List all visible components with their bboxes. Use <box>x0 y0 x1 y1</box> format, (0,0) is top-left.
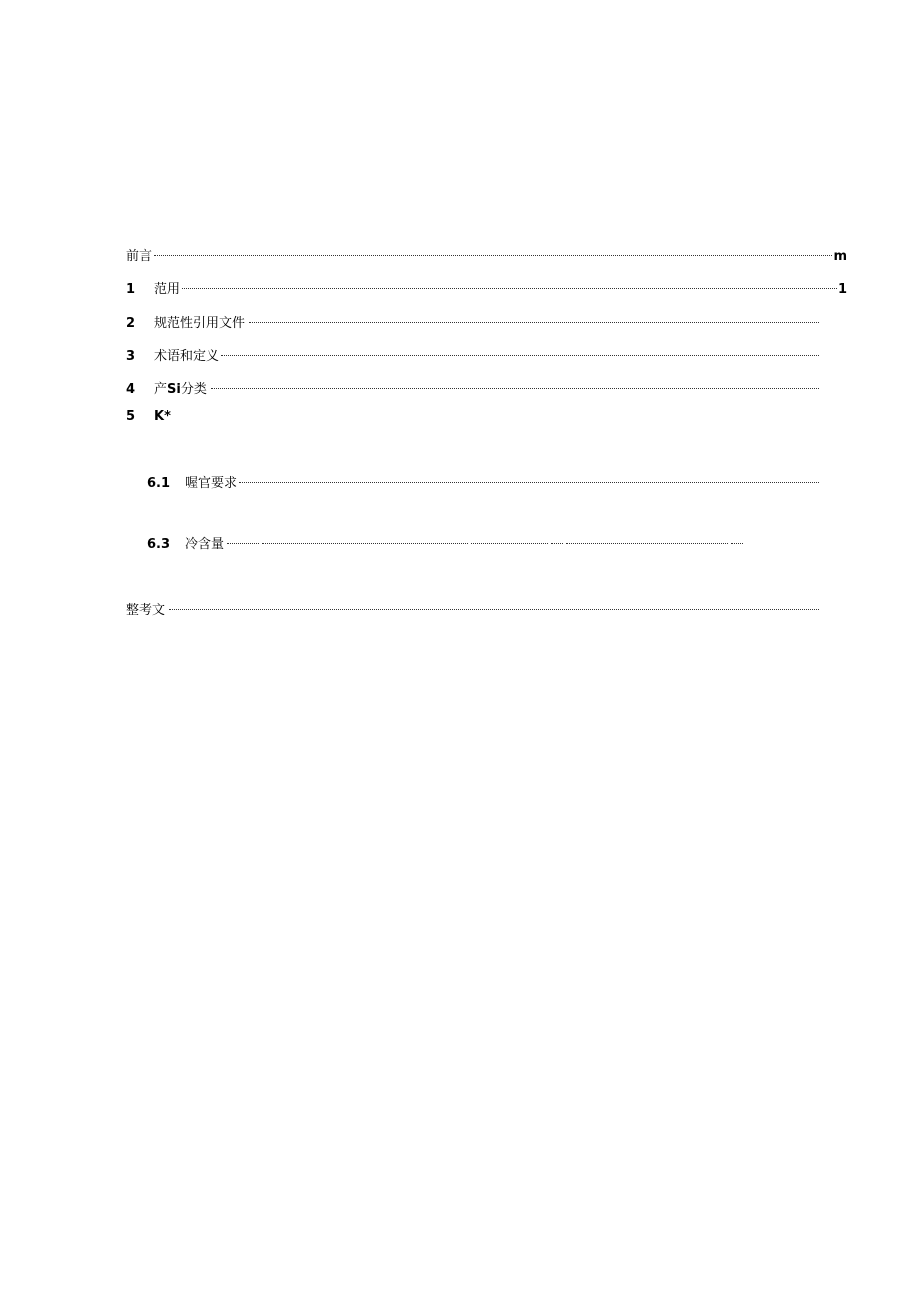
toc-preface-entry[interactable] <box>126 242 847 264</box>
toc-entry-title: 冷含量 <box>185 537 225 552</box>
toc-entry-1[interactable] <box>126 275 847 297</box>
toc-entry-number: 4 <box>126 382 136 397</box>
toc-leader-dots <box>182 275 837 293</box>
toc-leader-dots <box>471 530 548 548</box>
toc-leader-dots <box>262 530 468 548</box>
toc-leader-dots <box>249 309 819 327</box>
toc-entry-number: 3 <box>126 349 136 364</box>
toc-entry-number: 2 <box>126 316 136 331</box>
toc-entry-3[interactable] <box>126 342 820 364</box>
toc-subentry-6-3[interactable] <box>147 530 767 552</box>
toc-entry-number: 6.1 <box>147 476 171 491</box>
toc-preface-page: m <box>833 249 847 264</box>
toc-entry-title: 喔官要求 <box>185 476 238 491</box>
toc-entry-2[interactable] <box>126 309 820 331</box>
toc-entry-5[interactable] <box>126 408 326 426</box>
toc-leader-dots <box>154 242 832 260</box>
toc-leader-dots <box>211 375 819 393</box>
toc-entry-page: 1 <box>837 282 847 297</box>
toc-entry-title: 范用 <box>154 282 181 297</box>
toc-leader-dots <box>227 530 259 548</box>
toc-entry-title: K* <box>154 409 171 424</box>
toc-leader-dots <box>566 530 728 548</box>
toc-leader-dots <box>239 469 819 487</box>
toc-entry-title: 产Si分类 <box>154 382 207 397</box>
toc-entry-title: 规范性引用文件 <box>154 316 246 331</box>
toc-leader-dots <box>169 596 819 614</box>
toc-entry-number: 6.3 <box>147 537 171 552</box>
toc-leader-dots <box>731 530 743 548</box>
toc-leader-dots <box>221 342 819 360</box>
toc-entry-title: 术语和定义 <box>154 349 220 364</box>
toc-entry-4[interactable] <box>126 375 820 397</box>
toc-entry-number: 5 <box>126 409 136 424</box>
toc-subentry-6-1[interactable] <box>147 469 820 491</box>
toc-references-entry[interactable] <box>126 596 820 618</box>
toc-leader-dots <box>551 530 563 548</box>
toc-references-title: 整考文 <box>126 603 166 618</box>
toc-preface-title: 前言 <box>126 249 153 264</box>
toc-entry-number: 1 <box>126 282 136 297</box>
